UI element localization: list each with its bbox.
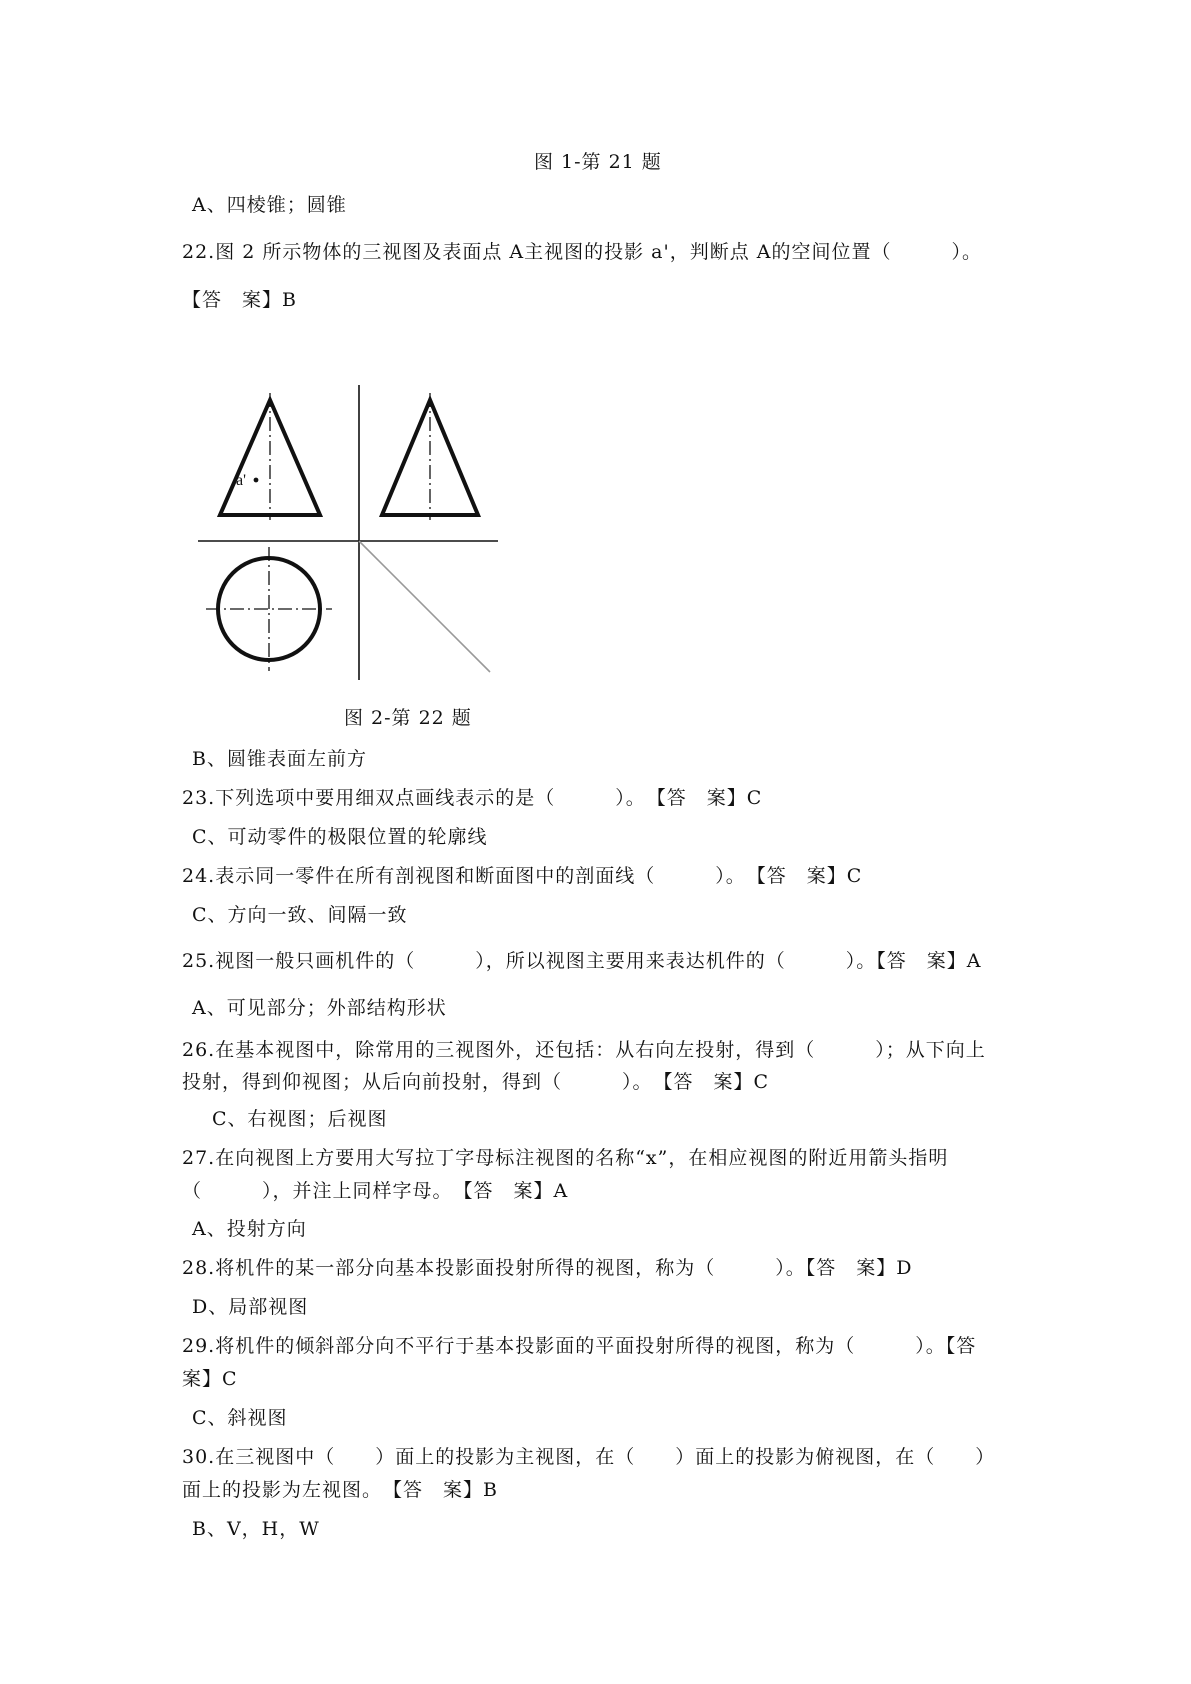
q25-option: A、可见部分；外部结构形状 [192, 997, 447, 1019]
q24-question: 24.表示同一零件在所有剖视图和断面图中的剖面线（ ）。 【答 案】C [182, 865, 863, 887]
q29-question-line-2: 案】C [182, 1368, 238, 1390]
q27-option: A、投射方向 [192, 1218, 307, 1240]
q28-option: D、局部视图 [192, 1296, 309, 1318]
q23-question: 23.下列选项中要用细双点画线表示的是（ ）。 【答 案】C [182, 787, 763, 809]
q22-answer: 【答 案】B [182, 289, 297, 311]
q30-question-line-1: 30.在三视图中（ ）面上的投影为主视图，在（ ）面上的投影为俯视图，在（ ） [182, 1446, 996, 1468]
figure-2-caption: 图 2-第 22 题 [344, 707, 472, 729]
figure-1-caption: 图 1-第 21 题 [534, 151, 662, 173]
q30-option: B、V，H，W [192, 1518, 320, 1540]
q22-option: B、圆锥表面左前方 [192, 748, 367, 770]
point-a-label: a' [236, 472, 246, 489]
q26-option: C、右视图；后视图 [212, 1108, 388, 1130]
point-a-projection [254, 478, 259, 483]
q25-question: 25.视图一般只画机件的（ ），所以视图主要用来表达机件的（ ）。【答 案】A [182, 950, 982, 972]
q29-question-line-1: 29.将机件的倾斜部分向不平行于基本投影面的平面投射所得的视图，称为（ ）。【答 [182, 1335, 977, 1357]
q28-question: 28.将机件的某一部分向基本投影面投射所得的视图，称为（ ）。【答 案】D [182, 1257, 913, 1279]
projection-45-degree-line [359, 541, 490, 672]
q23-option: C、可动零件的极限位置的轮廓线 [192, 826, 488, 848]
q26-question-line-1: 26.在基本视图中，除常用的三视图外，还包括：从右向左投射，得到（ ）；从下向上 [182, 1039, 986, 1061]
q21-answer-option: A、四棱锥；圆锥 [192, 194, 347, 216]
q27-question-line-1: 27.在向视图上方要用大写拉丁字母标注视图的名称“x”，在相应视图的附近用箭头指明 [182, 1147, 949, 1169]
three-view-drawing [190, 385, 510, 685]
q22-question: 22.图 2 所示物体的三视图及表面点 A主视图的投影 a'，判断点 A的空间位置（ ）。 [182, 241, 982, 263]
q27-question-line-2: （ ），并注上同样字母。 【答 案】A [182, 1180, 569, 1202]
q26-question-line-2: 投射，得到仰视图；从后向前投射，得到（ ）。 【答 案】C [182, 1071, 770, 1093]
q30-question-line-2: 面上的投影为左视图。 【答 案】B [182, 1479, 498, 1501]
q24-option: C、方向一致、间隔一致 [192, 904, 408, 926]
q29-option: C、斜视图 [192, 1407, 288, 1429]
